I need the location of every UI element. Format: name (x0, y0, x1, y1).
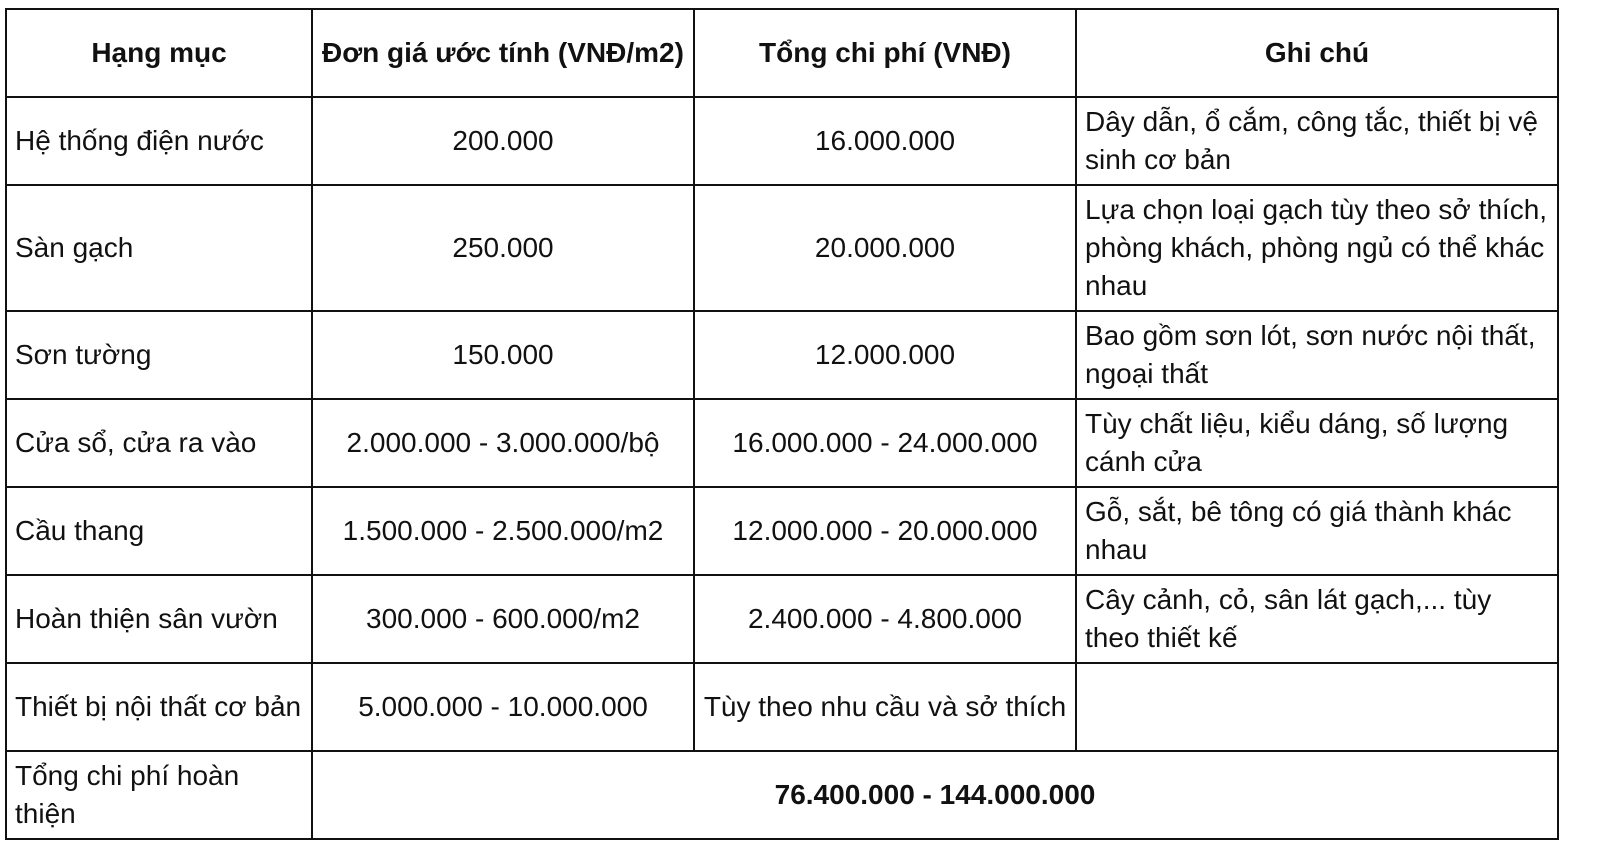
cost-table (5, 8, 1559, 840)
unit-price-cell: 300.000 - 600.000/m2 (312, 575, 694, 663)
unit-price-cell: 250.000 (312, 185, 694, 311)
unit-price-cell: 200.000 (312, 97, 694, 185)
item-cell: Hoàn thiện sân vườn (6, 575, 312, 663)
summary-row (6, 751, 1558, 839)
header-item: Hạng mục (6, 9, 312, 97)
note-cell: Tùy chất liệu, kiểu dáng, số lượng cánh cửa (1076, 399, 1558, 487)
summary-label: Tổng chi phí hoàn thiện (6, 751, 312, 839)
unit-price-cell: 5.000.000 - 10.000.000 (312, 663, 694, 751)
note-cell: Dây dẫn, ổ cắm, công tắc, thiết bị vệ sinh cơ bản (1076, 97, 1558, 185)
header-total-cost: Tổng chi phí (VNĐ) (694, 9, 1076, 97)
item-cell: Sàn gạch (6, 185, 312, 311)
note-cell: Gỗ, sắt, bê tông có giá thành khác nhau (1076, 487, 1558, 575)
table-row (6, 487, 1558, 575)
table-row (6, 311, 1558, 399)
note-cell (1076, 663, 1558, 751)
item-cell: Hệ thống điện nước (6, 97, 312, 185)
header-row (6, 9, 1558, 97)
item-cell: Cầu thang (6, 487, 312, 575)
note-cell: Lựa chọn loại gạch tùy theo sở thích, phòng khách, phòng ngủ có thể khác nhau (1076, 185, 1558, 311)
unit-price-cell: 150.000 (312, 311, 694, 399)
total-cost-cell: 2.400.000 - 4.800.000 (694, 575, 1076, 663)
total-cost-cell: 16.000.000 (694, 97, 1076, 185)
table-row (6, 575, 1558, 663)
table-row (6, 399, 1558, 487)
total-cost-cell: Tùy theo nhu cầu và sở thích (694, 663, 1076, 751)
unit-price-cell: 2.000.000 - 3.000.000/bộ (312, 399, 694, 487)
table-row (6, 97, 1558, 185)
total-cost-cell: 12.000.000 (694, 311, 1076, 399)
note-cell: Cây cảnh, cỏ, sân lát gạch,... tùy theo thiết kế (1076, 575, 1558, 663)
item-cell: Thiết bị nội thất cơ bản (6, 663, 312, 751)
header-unit-price: Đơn giá ước tính (VNĐ/m2) (312, 9, 694, 97)
header-note: Ghi chú (1076, 9, 1558, 97)
unit-price-cell: 1.500.000 - 2.500.000/m2 (312, 487, 694, 575)
total-cost-cell: 20.000.000 (694, 185, 1076, 311)
total-cost-cell: 16.000.000 - 24.000.000 (694, 399, 1076, 487)
table-row (6, 663, 1558, 751)
table-row (6, 185, 1558, 311)
note-cell: Bao gồm sơn lót, sơn nước nội thất, ngoại thất (1076, 311, 1558, 399)
total-cost-cell: 12.000.000 - 20.000.000 (694, 487, 1076, 575)
summary-value: 76.400.000 - 144.000.000 (312, 751, 1558, 839)
item-cell: Cửa sổ, cửa ra vào (6, 399, 312, 487)
item-cell: Sơn tường (6, 311, 312, 399)
